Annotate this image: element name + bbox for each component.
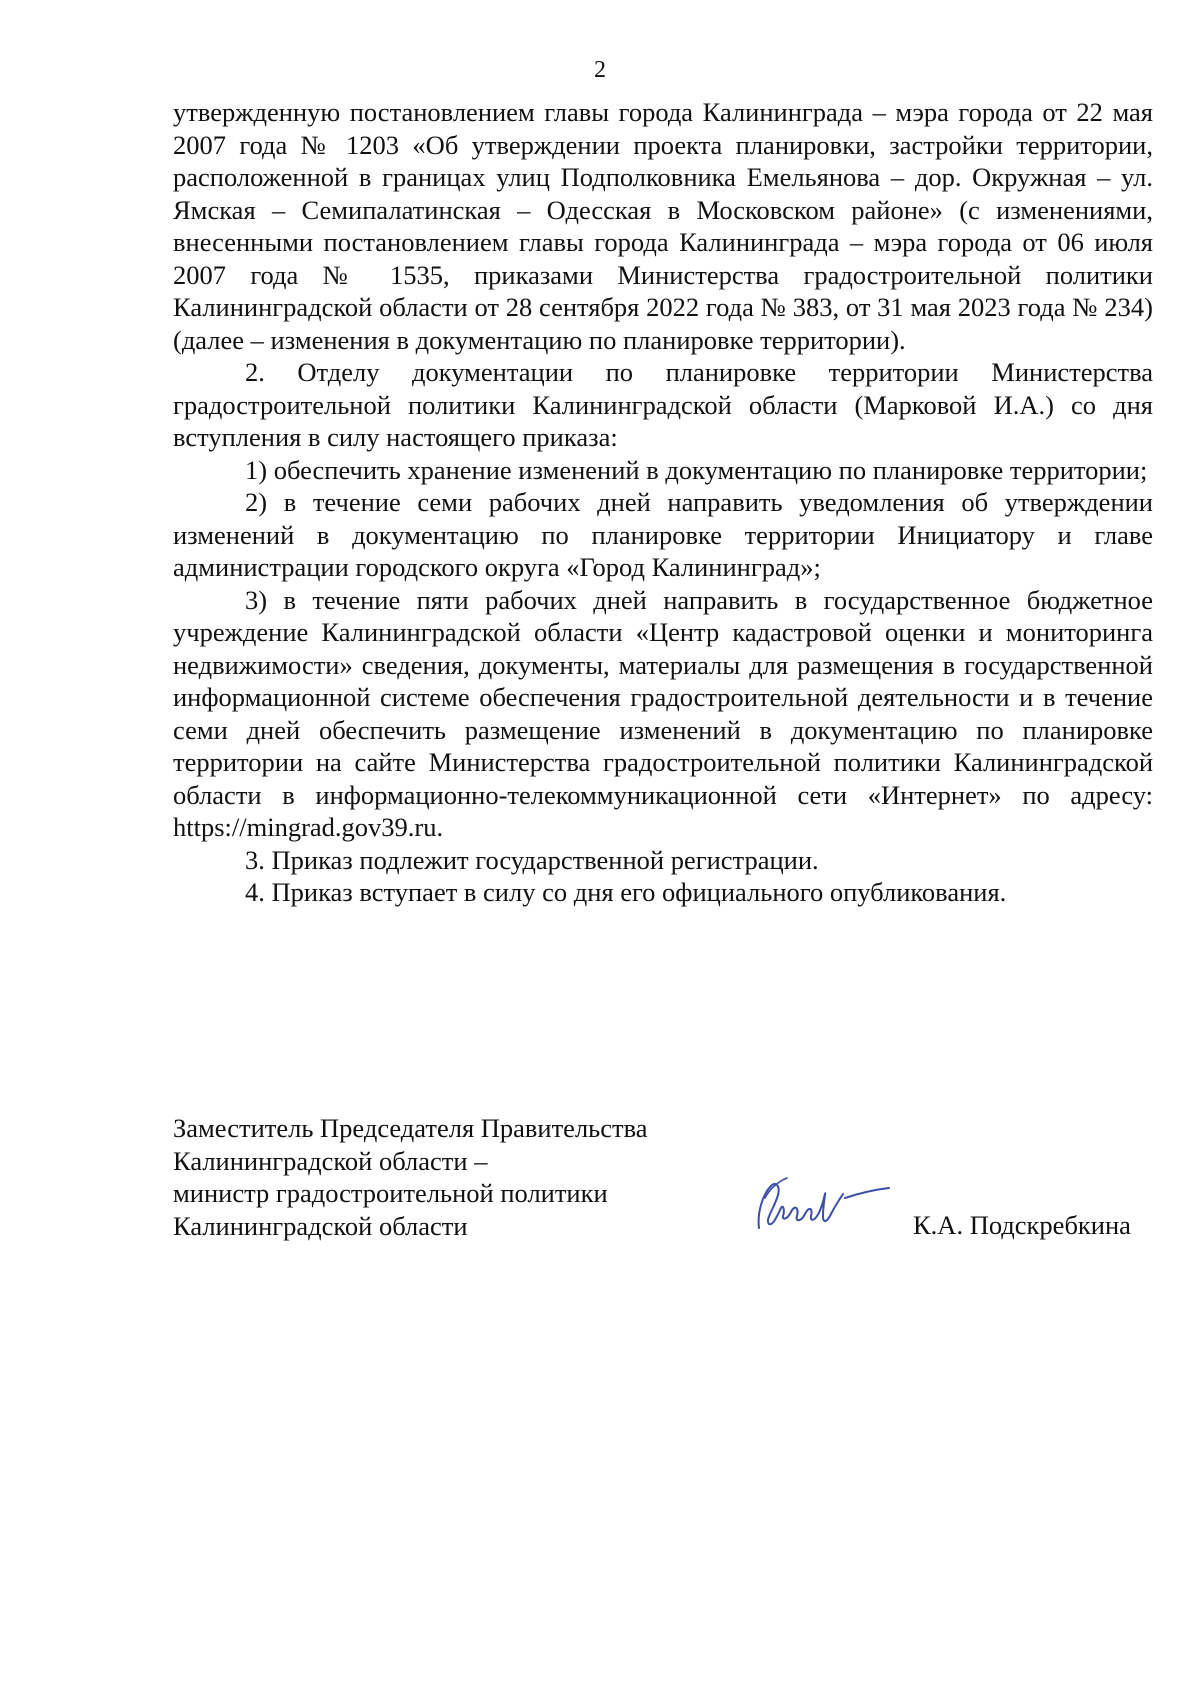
signer-position xyxy=(173,1112,648,1242)
signer-position-line: Калининградской области xyxy=(173,1210,468,1241)
signer-position-line: Заместитель Председателя Правительства xyxy=(173,1113,648,1143)
handwritten-signature-icon xyxy=(747,1164,897,1244)
paragraph-subitem-3: 3) в течение пяти рабочих дней направить в государственное бюджетное учреждение Калининградской области «Центр кадастровой оценки и мониторинга недвижимости» сведения, документы, материалы для размещения в государственной информационной системе обеспечения градостроительной деятельности и в течение семи дней обеспечить размещение изменений в документацию по планировке территории на сайте Министерства градостроительной политики Калининградской области в информационно-телекоммуникационной сети «Интернет» по адресу: https://mingrad.gov39.ru. xyxy=(173,584,1153,842)
order-body xyxy=(173,96,1153,909)
paragraph-item-2: 2. Отделу документации по планировке территории Министерства градостроительной политики Калининградской области (Марковой И.А.) со дня вступления в силу настоящего приказа: xyxy=(173,357,1153,452)
paragraph-continuation: утвержденную постановлением главы города Калининграда – мэра города от 22 мая 2007 года № 1203 «Об утверждении проекта планировки, застройки территории, расположенной в границах улиц Подполковника Емельянова – дор. Окружная – ул. Ямская – Семипалатинская – Одесская в Московском районе» (с изменениями, внесенными постановлением главы города Калининграда – мэра города от 06 июля 2007 года № 1535, приказами Министерства градостроительной политики Калининградской области от 28 сентября 2022 года № 383, от 31 мая 2023 года № 234) (далее – изменения в документацию по планировке территории). xyxy=(173,97,1153,355)
signature-block xyxy=(173,1112,1173,1252)
signer-position-line: Калининградской области – xyxy=(173,1145,488,1176)
signer-position-line: министр градостроительной политики xyxy=(173,1178,608,1208)
paragraph-item-4: 4. Приказ вступает в силу со дня его официального опубликования. xyxy=(245,877,1007,907)
paragraph-subitem-1: 1) обеспечить хранение изменений в документацию по планировке территории; xyxy=(245,454,1148,485)
paragraph-item-3: 3. Приказ подлежит государственной регистрации. xyxy=(245,844,819,875)
signer-name: К.А. Подскребкина xyxy=(913,1210,1131,1240)
paragraph-subitem-2: 2) в течение семи рабочих дней направить уведомления об утверждении изменений в документацию по планировке территории Инициатору и главе администрации городского округа «Город Калининград»; xyxy=(173,487,1153,582)
page-number: 2 xyxy=(594,57,606,83)
